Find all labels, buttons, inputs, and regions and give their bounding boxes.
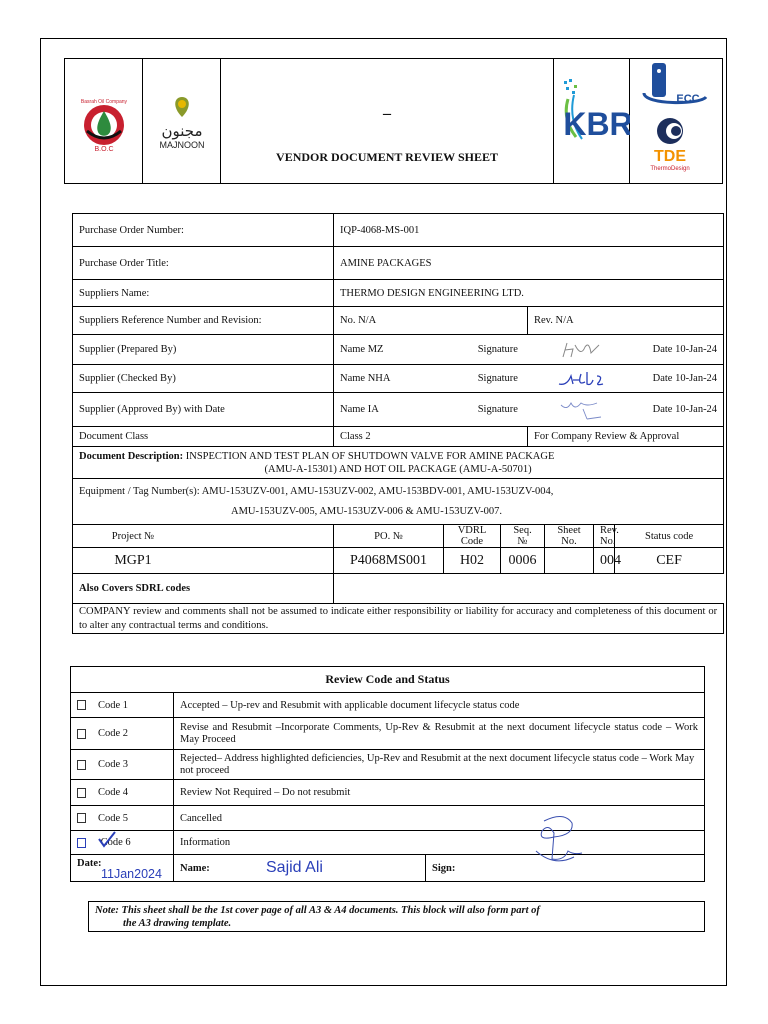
svg-text:Basrah Oil Company: Basrah Oil Company <box>80 99 128 105</box>
po-title-value: AMINE PACKAGES <box>334 247 724 280</box>
document-details-table <box>72 213 724 634</box>
checked-signature-icon <box>557 368 607 390</box>
col-vdrl: VDRL Code <box>444 525 501 548</box>
supplier-ref-rev: Rev. N/A <box>528 307 724 335</box>
disclaimer: COMPANY review and comments shall not be assumed to indicate either responsibility or liability for accuracy and completeness of this document or to alter any contractual terms and conditions. <box>73 604 724 634</box>
codes-header-row <box>73 525 724 548</box>
checked-date: Date 10-Jan-24 <box>652 373 718 384</box>
sdrl-value <box>334 574 724 604</box>
code2-desc: Revise and Resubmit –Incorporate Comments, Up-Rev & Resubmit at the next document lifecycle status code – Work May Proceed <box>174 718 705 750</box>
prepared-signature-label: Signature <box>477 344 518 355</box>
review-title: Review Code and Status <box>71 667 705 693</box>
po-number-label: Purchase Order Number: <box>73 214 334 247</box>
review-row-code2 <box>71 718 705 750</box>
reviewer-name-value: Sajid Ali <box>266 859 323 876</box>
doc-class-value: Class 2 <box>334 427 528 447</box>
equipment-line1: Equipment / Tag Number(s): AMU-153UZV-001, AMU-153UZV-002, AMU-153BDV-001, AMU-153UZV-004, <box>79 485 554 497</box>
svg-text:TDE: TDE <box>654 148 686 165</box>
reviewer-date-value: 11Jan2024 <box>101 867 162 881</box>
approved-by-label: Supplier (Approved By) with Date <box>73 393 334 427</box>
col-status: Status code <box>615 525 724 548</box>
code3-cell[interactable] <box>71 750 174 780</box>
prepared-by-label: Supplier (Prepared By) <box>73 335 334 365</box>
code4-label: Code 4 <box>98 787 129 798</box>
code5-checkbox[interactable] <box>77 813 86 823</box>
val-po: P4068MS001 <box>334 548 444 574</box>
review-row-code5 <box>71 806 705 831</box>
val-sheet <box>545 548 594 574</box>
code6-checkbox[interactable] <box>77 838 86 848</box>
col-project: Project № <box>73 525 334 548</box>
prepared-signature-icon <box>557 339 607 361</box>
checked-signature-label: Signature <box>477 373 518 384</box>
description-line2: (AMU-A-15301) AND HOT OIL PACKAGE (AMU-A-50701) <box>264 463 532 475</box>
review-code-table <box>70 666 705 882</box>
reviewer-signature-icon <box>524 811 594 869</box>
checked-name: Name NHA <box>340 373 391 384</box>
svg-text:ECC: ECC <box>676 93 700 105</box>
header-dash: – <box>383 105 391 122</box>
note-line1: Note: This sheet shall be the 1st cover page of all A3 & A4 documents. This block will also form part of <box>95 905 540 916</box>
document-description <box>73 447 724 479</box>
reviewer-name-cell <box>174 855 426 882</box>
code1-label: Code 1 <box>98 699 129 711</box>
code2-label: Code 2 <box>98 728 129 739</box>
col-sheet: Sheet No. <box>545 525 594 548</box>
code6-label: Code 6 <box>100 837 131 848</box>
review-row-code3 <box>71 750 705 780</box>
header-table <box>64 58 723 184</box>
svg-text:KBR: KBR <box>563 106 630 142</box>
col-po: PO. № <box>334 525 444 548</box>
approved-signature-label: Signature <box>477 404 518 415</box>
review-row-code6 <box>71 831 705 855</box>
checkmark-icon <box>97 831 117 849</box>
ecc-tde-logo-cell <box>630 59 723 184</box>
val-rev: 004 <box>594 548 615 574</box>
po-title-label: Purchase Order Title: <box>73 247 334 280</box>
review-row-code4 <box>71 780 705 806</box>
approved-signature-icon <box>557 397 607 423</box>
po-number-value: IQP-4068-MS-001 <box>334 214 724 247</box>
review-row-code1 <box>71 693 705 718</box>
svg-text:B.O.C: B.O.C <box>94 146 114 153</box>
code5-label: Code 5 <box>98 812 129 824</box>
description-label: Document Description: <box>79 450 184 462</box>
supplier-name-label: Suppliers Name: <box>73 280 334 307</box>
boc-logo-icon <box>65 59 143 180</box>
doc-class-label: Document Class <box>73 427 334 447</box>
val-vdrl: H02 <box>444 548 501 574</box>
ecc-tde-logo-icon <box>630 59 723 180</box>
code2-cell[interactable] <box>71 718 174 750</box>
checked-by-row <box>334 365 724 393</box>
approved-by-row <box>334 393 724 427</box>
svg-text:ThermoDesign: ThermoDesign <box>650 166 690 172</box>
code4-cell[interactable] <box>71 780 174 806</box>
approved-name: Name IA <box>340 404 379 415</box>
header-title-cell <box>221 59 554 184</box>
code3-label: Code 3 <box>98 759 129 770</box>
doc-class-note: For Company Review & Approval <box>528 427 724 447</box>
code3-checkbox[interactable] <box>77 760 86 770</box>
reviewer-sign-label: Sign: <box>432 862 456 874</box>
equipment-line2: AMU-153UZV-005, AMU-153UZV-006 & AMU-153UZV-007. <box>231 505 502 517</box>
codes-value-row <box>73 548 724 574</box>
majnoon-logo-cell <box>143 59 221 184</box>
reviewer-sign-cell <box>426 855 705 882</box>
kbr-logo-cell <box>554 59 630 184</box>
code6-desc: Information <box>174 831 705 855</box>
code5-desc: Cancelled <box>174 806 705 831</box>
checked-by-label: Supplier (Checked By) <box>73 365 334 393</box>
sdrl-label: Also Covers SDRL codes <box>73 574 334 604</box>
supplier-name-value: THERMO DESIGN ENGINEERING LTD. <box>334 280 724 307</box>
code3-desc: Rejected– Address highlighted deficiencies, Up-Rev and Resubmit at the next document lifecycle status code – Work May not proceed <box>174 750 705 780</box>
note-line2: the A3 drawing template. <box>123 918 232 929</box>
reviewer-date-label: Date: <box>77 858 102 869</box>
code1-cell[interactable] <box>71 693 174 718</box>
col-seq: Seq. № <box>501 525 545 548</box>
val-seq: 0006 <box>501 548 545 574</box>
prepared-by-row <box>334 335 724 365</box>
supplier-ref-no: No. N/A <box>334 307 528 335</box>
svg-text:MAJNOON: MAJNOON <box>159 140 205 150</box>
code4-desc: Review Not Required – Do not resubmit <box>174 780 705 806</box>
description-line1: INSPECTION AND TEST PLAN OF SHUTDOWN VALVE FOR AMINE PACKAGE <box>185 450 555 462</box>
reviewer-name-label: Name: <box>180 862 210 874</box>
code1-desc: Accepted – Up-rev and Resubmit with applicable document lifecycle status code <box>174 693 705 718</box>
kbr-logo-icon <box>554 59 630 180</box>
code1-checkbox[interactable] <box>77 700 86 710</box>
majnoon-logo-icon <box>143 59 221 180</box>
note-box <box>88 901 705 932</box>
reviewer-date-cell <box>71 855 174 882</box>
code6-cell[interactable] <box>71 831 174 855</box>
val-status: CEF <box>615 548 724 574</box>
prepared-name: Name MZ <box>340 344 384 355</box>
svg-text:مجنون: مجنون <box>161 122 203 140</box>
col-rev: Rev. No. <box>594 525 615 548</box>
approved-date: Date 10-Jan-24 <box>652 404 718 415</box>
val-project: MGP1 <box>73 548 334 574</box>
code2-checkbox[interactable] <box>77 729 86 739</box>
equipment-tags <box>73 479 724 525</box>
supplier-ref-label: Suppliers Reference Number and Revision: <box>73 307 334 335</box>
page-title: VENDOR DOCUMENT REVIEW SHEET <box>276 150 498 164</box>
prepared-date: Date 10-Jan-24 <box>652 344 718 355</box>
boc-logo-cell <box>65 59 143 184</box>
code5-cell[interactable] <box>71 806 174 831</box>
code4-checkbox[interactable] <box>77 788 86 798</box>
